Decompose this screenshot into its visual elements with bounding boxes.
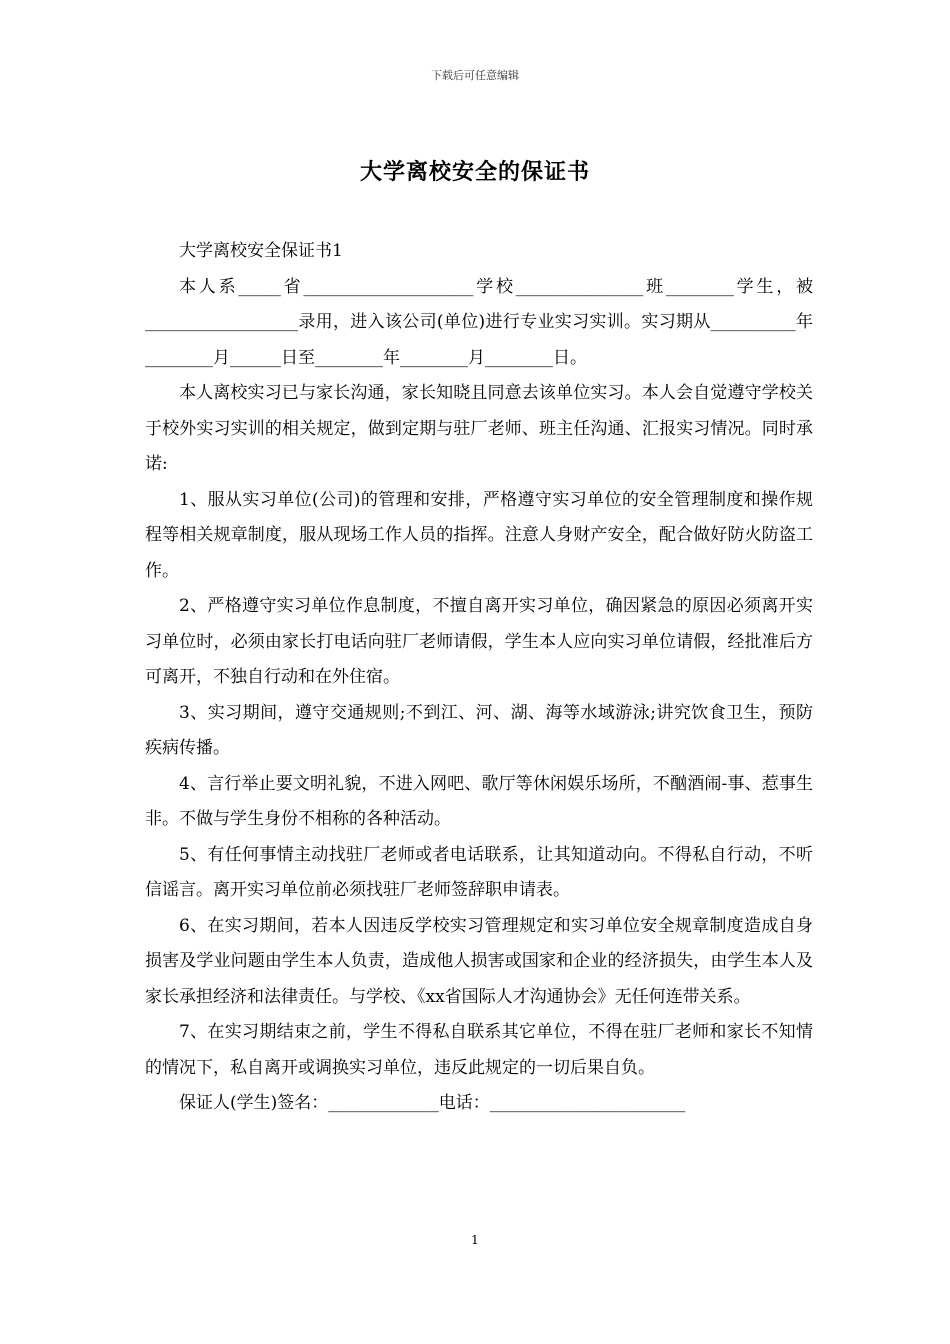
document-subtitle: 大学离校安全保证书1 — [179, 241, 343, 261]
pledge-item-6: 6、在实习期间，若本人因违反学校实习管理规定和实习单位安全规章制度造成自身损害及学业问题由学生本人负责，造成他人损害或国家和企业的经济损失，由学生本人及家长承担经济和法律责任。与学校、《xx省国际人才沟通协会》无任何连带关系。 — [145, 915, 813, 1007]
page-number: 1 — [471, 1233, 479, 1247]
pledge-item-7: 7、在实习期结束之前，学生不得私自联系其它单位，不得在驻厂老师和家长不知情的情况下，私自离开或调换实习单位，违反此规定的一切后果自负。 — [145, 1022, 813, 1078]
intro-paragraph: 本人系_____省____________________学校_______________班________学生，被__________________录用，进入该公司(单位)进行专业实习实训。实习期从__________年________月______日至________年________月________日。 — [145, 276, 813, 368]
pledge-item-2: 2、严格遵守实习单位作息制度，不擅自离开实习单位，确因紧急的原因必须离开实习单位时，必须由家长打电话向驻厂老师请假，学生本人应向实习单位请假，经批准后方可离开，不独自行动和在外住宿。 — [145, 596, 813, 687]
header-note: 下载后可任意编辑 — [431, 69, 519, 82]
signature-line: 保证人(学生)签名：_____________电话：_______________________ — [179, 1093, 686, 1113]
document-body — [145, 234, 813, 1122]
document-title: 大学离校安全的保证书 — [359, 159, 590, 185]
pledge-item-5: 5、有任何事情主动找驻厂老师或者电话联系，让其知道动向。不得私自行动，不听信谣言。离开实习单位前必须找驻厂老师签辞职申请表。 — [145, 844, 813, 900]
pledge-item-4: 4、言行举止要文明礼貌，不进入网吧、歌厅等休闲娱乐场所，不酗酒闹-事、惹事生非。不做与学生身份不相称的各种活动。 — [145, 773, 813, 829]
pledge-item-3: 3、实习期间，遵守交通规则;不到江、河、湖、海等水域游泳;讲究饮食卫生，预防疾病传播。 — [145, 702, 813, 758]
family-consent-paragraph: 本人离校实习已与家长沟通，家长知晓且同意去该单位实习。本人会自觉遵守学校关于校外实习实训的相关规定，做到定期与驻厂老师、班主任沟通、汇报实习情况。同时承诺: — [145, 383, 813, 474]
pledge-item-1: 1、服从实习单位(公司)的管理和安排，严格遵守实习单位的安全管理制度和操作规程等相关规章制度，服从现场工作人员的指挥。注意人身财产安全，配合做好防火防盗工作。 — [145, 489, 813, 581]
